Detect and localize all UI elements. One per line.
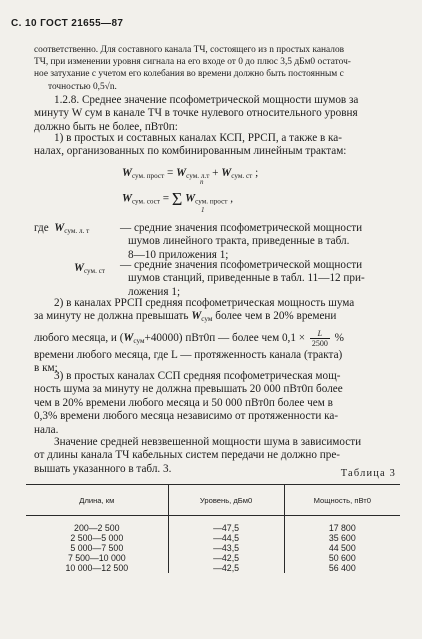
definition-station-text <box>120 259 365 299</box>
definition-line: — средние значения псофометрической мощности <box>120 222 363 234</box>
formula-symbol: W <box>185 192 196 205</box>
column-header: Уровень, дБм0 <box>168 485 284 516</box>
formula-subscript: сум. прост <box>195 197 228 206</box>
fraction <box>310 329 330 348</box>
intro-line: точностью 0,5√n. <box>48 81 117 92</box>
table-row <box>26 543 400 553</box>
formula-operator: + <box>209 167 222 179</box>
section-line: 1.2.8. Среднее значение псофометрической мощности шумов за <box>54 94 359 106</box>
item-line: 2) в каналах РРСП средняя псофометрическая мощность шума <box>54 297 355 309</box>
table-header-row <box>26 485 400 516</box>
formula-symbol: W <box>122 192 132 205</box>
text-run: за минуту не должна превышать <box>34 310 192 323</box>
item-line <box>34 310 402 326</box>
table-cell: 10 000—12 500 <box>65 563 129 573</box>
item-3 <box>34 370 402 437</box>
sum-upper-limit: n <box>200 178 204 186</box>
fraction-numerator: L <box>310 329 330 339</box>
formula-subscript: сум. сост <box>131 197 160 206</box>
intro-paragraph <box>34 44 396 93</box>
formula-subscript: сум. прост <box>131 172 165 180</box>
item-line: времени любого месяца, где L — протяженность канала (тракта) <box>34 348 343 361</box>
item-line: в км; <box>34 362 58 375</box>
section-1-2-8 <box>34 94 402 134</box>
table-cell: 200—2 500 <box>74 523 120 533</box>
formula-subscript: сум <box>201 315 213 324</box>
item-line: 3) в простых каналах ССП средняя псофометрическая мощ- <box>54 370 341 382</box>
item-2 <box>34 297 402 376</box>
text-run: % <box>331 331 344 344</box>
table-row <box>26 553 400 563</box>
text-run: более чем в 20% времени <box>212 310 337 323</box>
intro-line: ТЧ, при изменении уровня сигнала на его входе от 0 до плюс 3,5 дБм0 остаточ- <box>34 57 351 68</box>
table-row <box>26 563 400 573</box>
table-caption: Таблица 3 <box>340 468 396 479</box>
fraction-denominator: 2500 <box>311 338 328 348</box>
table-cell: 35 600 <box>284 533 400 543</box>
definition-line: — средние значения псофометрической мощности <box>120 259 363 271</box>
formula-symbol: W <box>176 167 187 179</box>
definition-line: шумов станций, приведенные в табл. 11—12 при- <box>128 272 365 285</box>
closing-line: от длины канала ТЧ кабельных систем передачи не должно пре- <box>34 449 341 462</box>
table-cell: 7 500—10 000 <box>67 553 126 563</box>
intro-line: соответственно. Для составного канала ТЧ, состоящего из n простых каналов <box>34 45 345 55</box>
column-header: Мощность, пВт0 <box>284 485 400 516</box>
formula-operator: ; <box>252 167 259 179</box>
table-cell: 2 500—5 000 <box>70 533 124 543</box>
formula-subscript: сум. ст <box>231 172 253 180</box>
sum-sigma: Σ <box>171 189 183 209</box>
item-line <box>34 327 402 349</box>
text-run: любого месяца, и ( <box>34 331 124 344</box>
formula-symbol: W <box>122 167 132 179</box>
table-cell: 17 800 <box>284 516 400 534</box>
table-cell: 50 600 <box>284 553 400 563</box>
section-line: должно быть не более, пВт0п: <box>34 120 178 133</box>
formula-symbol: W <box>123 331 134 344</box>
closing-line: Значение средней невзвешенной мощности шума в зависимости <box>54 436 362 448</box>
formula-symbol: W <box>54 222 65 234</box>
table-cell: 44 500 <box>284 543 400 553</box>
column-header: Длина, км <box>26 485 168 516</box>
formula-subscript: сум. ст <box>83 267 106 275</box>
definition-station-term <box>74 262 105 275</box>
definition-line: шумов линейного тракта, приведенные в табл. <box>128 235 350 248</box>
formula-subscript: сум. л. т <box>64 227 90 235</box>
item-line: нала. <box>34 423 59 436</box>
table-cell: —43,5 <box>168 543 284 553</box>
table-cell: 5 000—7 500 <box>70 543 124 553</box>
formula-subscript: сум. л.т <box>186 172 210 180</box>
formula-symbol: W <box>74 262 84 274</box>
closing-line: вышать указанного в табл. 3. <box>34 462 172 475</box>
table-row <box>26 533 400 543</box>
table-3 <box>26 484 400 573</box>
item-line: ность шума за минуту не должна превышать 20 000 пВт0п более <box>34 383 343 396</box>
item-1 <box>34 132 402 159</box>
formula-composite-channel <box>122 190 233 208</box>
page-header: С. 10 ГОСТ 21655—87 <box>11 18 124 29</box>
formula-simple-channel <box>122 167 258 180</box>
table-cell: 56 400 <box>284 563 400 573</box>
intro-line: ное затухание с учетом его колебания во времени должно быть постоянным с <box>34 69 344 80</box>
section-line: минуту W сум в канале ТЧ в точке нулевого относительного уровня <box>34 107 358 120</box>
definition-line: ложения 1; <box>128 285 181 298</box>
formula-symbol: W <box>191 310 202 323</box>
table-cell: —42,5 <box>168 563 284 573</box>
sum-lower-limit: 1 <box>201 206 205 214</box>
definition-linear-text <box>120 222 362 262</box>
table-cell: —47,5 <box>168 516 284 534</box>
formula-symbol: W <box>221 167 232 179</box>
item-line: 1) в простых и составных каналах КСП, РРСП, а также в ка- <box>54 132 342 144</box>
item-line: чем в 20% времени любого месяца и 50 000 пВт0п более чем в <box>34 396 333 409</box>
table-cell: —42,5 <box>168 553 284 563</box>
definition-line: 8—10 приложения 1; <box>128 248 229 261</box>
table-cell: —44,5 <box>168 533 284 543</box>
item-line: 0,3% времени любого месяца независимо от протяженности ка- <box>34 410 339 423</box>
definition-where: где <box>34 222 49 234</box>
formula-operator: = <box>159 192 172 205</box>
formula-subscript: сум <box>133 336 145 345</box>
formula-operator: , <box>227 192 233 205</box>
item-line: налах, организованных по комбинированным линейным трактам: <box>34 145 347 158</box>
text-run: +40000) пВт0п — более чем 0,1 × <box>144 331 308 344</box>
table-row <box>26 516 400 534</box>
formula-operator: = <box>164 167 177 179</box>
definition-linear-term <box>34 222 89 235</box>
